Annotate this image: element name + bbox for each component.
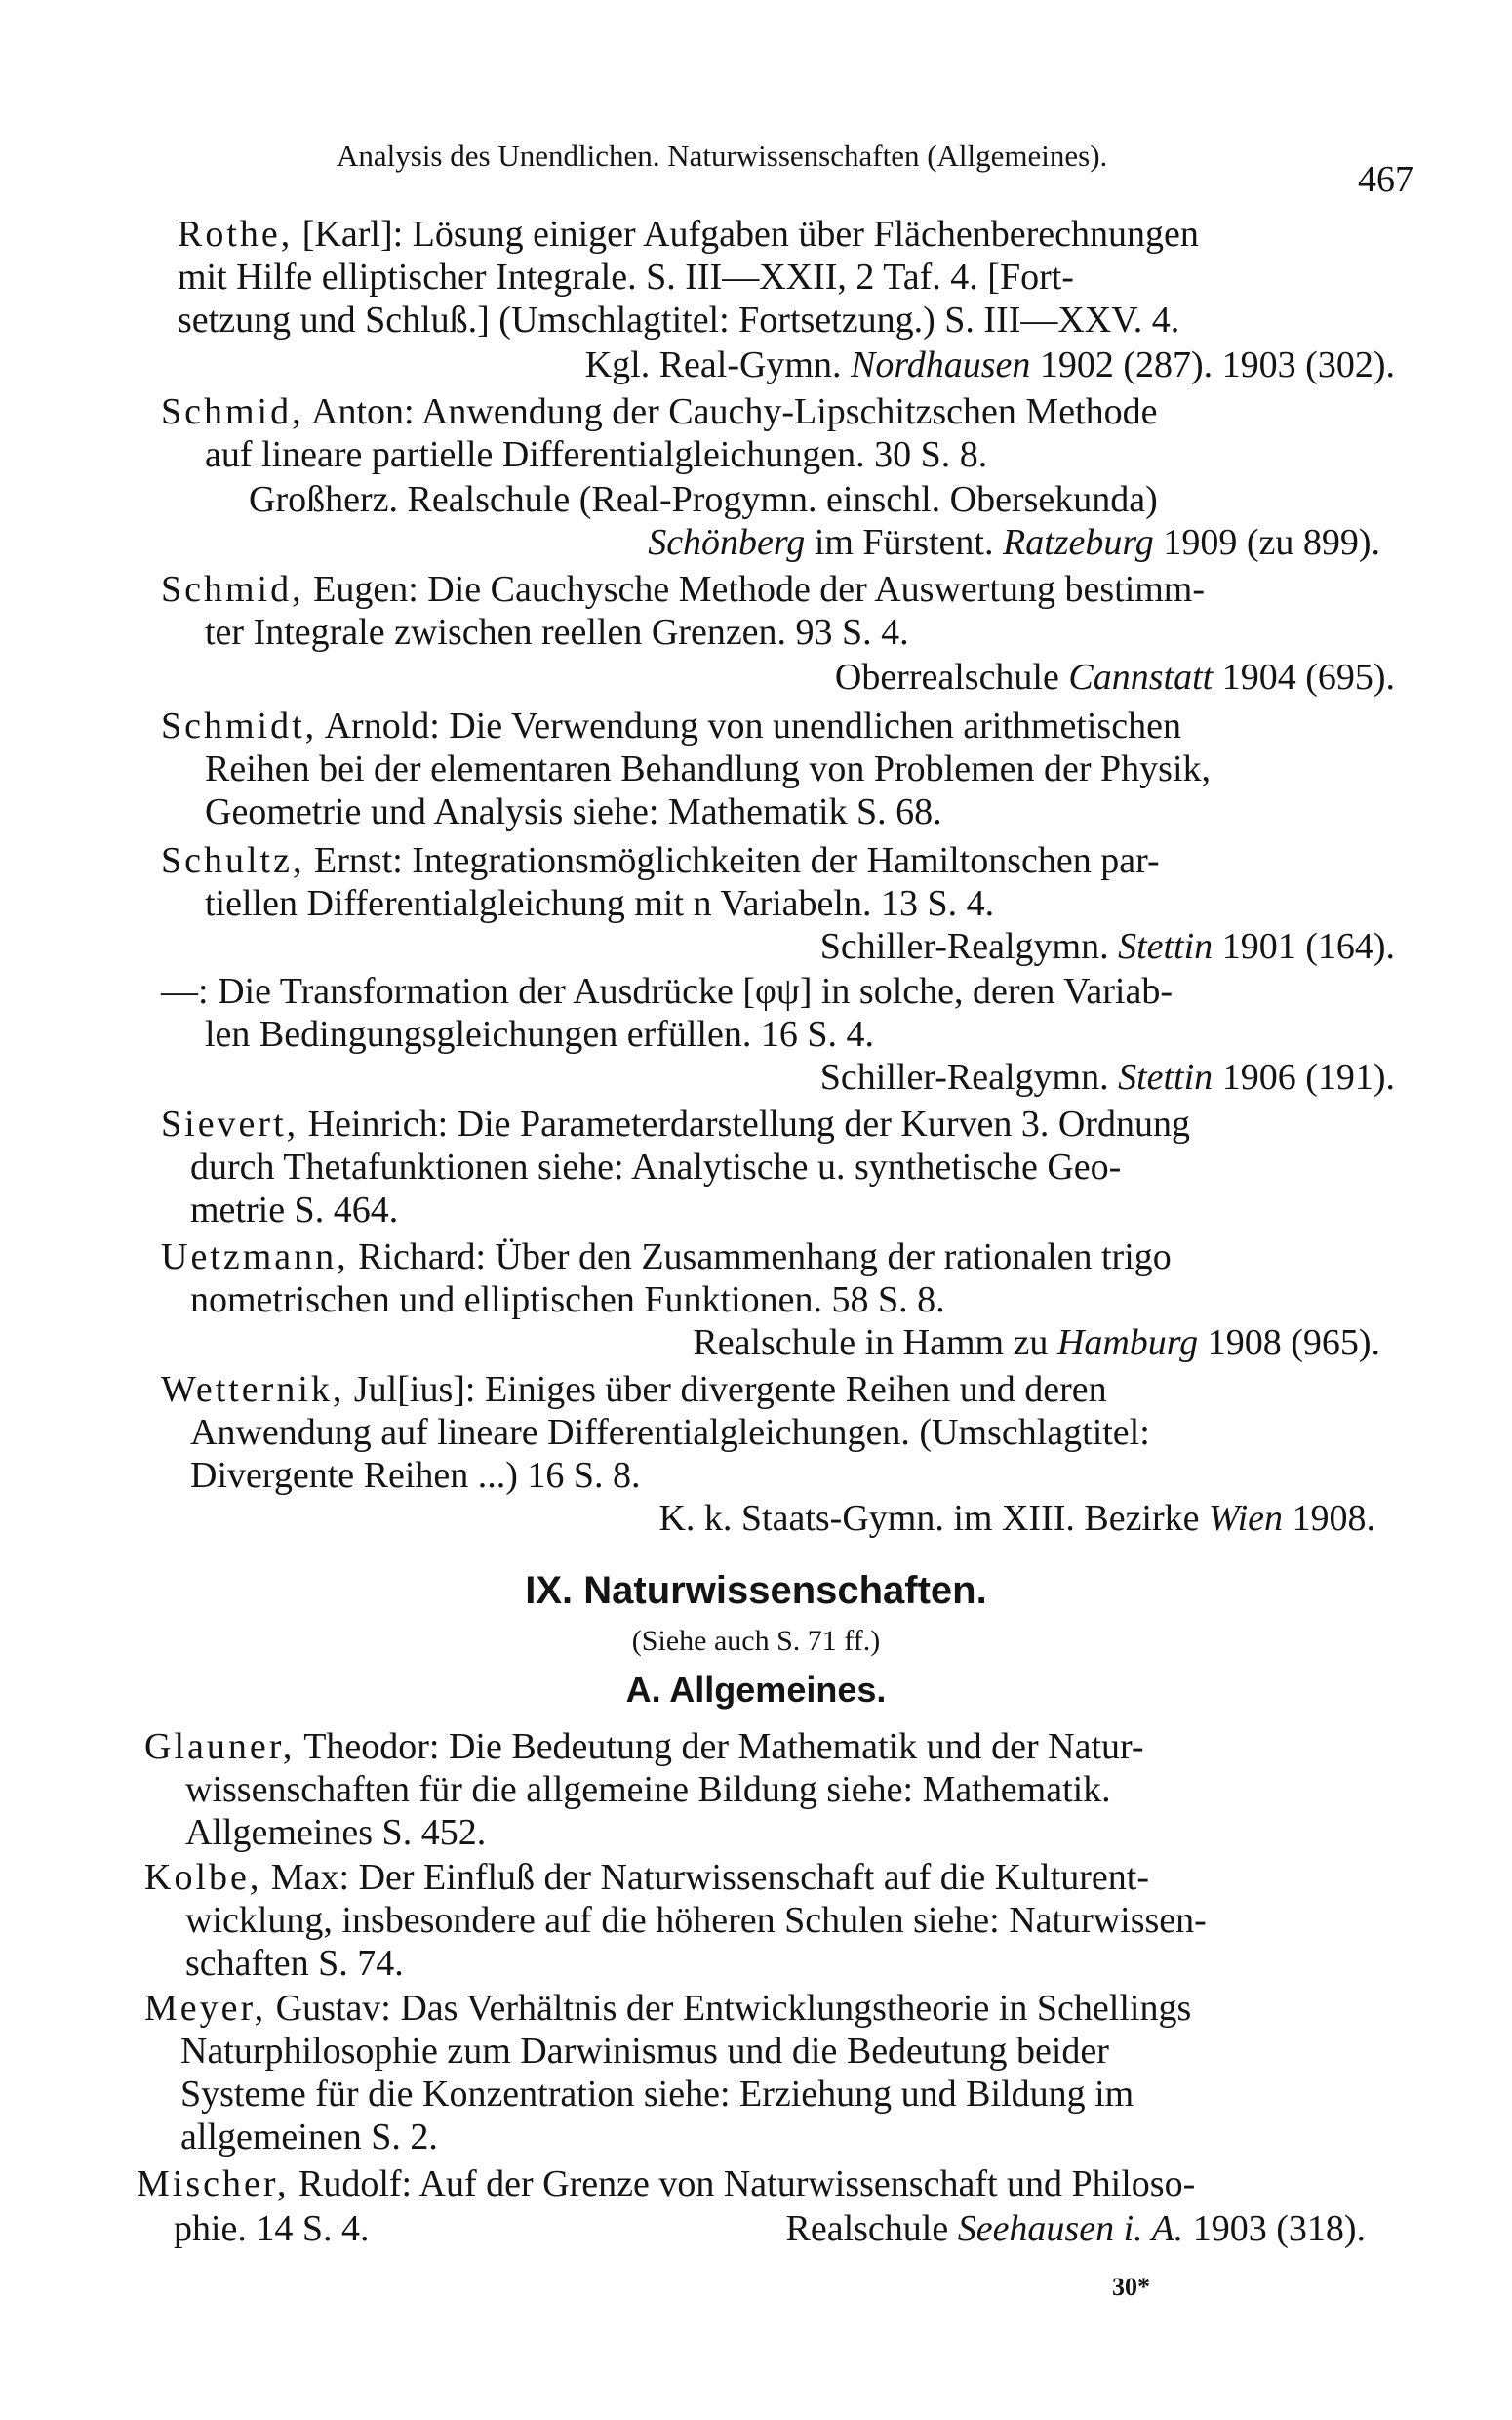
- place-name: Cannstatt: [1068, 657, 1214, 698]
- entry-kolbe: [144, 1856, 1149, 1899]
- entry-schmid-anton: [161, 390, 1158, 433]
- entry-continuation: Allgemeines S. 452.: [185, 1812, 487, 1853]
- entry-author: Kolbe,: [144, 1857, 262, 1898]
- entry-text: Jul[ius]: Einiges über divergente Reihen und deren: [344, 1369, 1107, 1410]
- entry-author: Wetternik,: [161, 1369, 345, 1410]
- entry-author: Schmidt,: [161, 706, 318, 746]
- place-name: Stettin: [1118, 1057, 1214, 1098]
- entry-author: Glauner,: [144, 1726, 296, 1767]
- entry-schultz-2: [161, 970, 1173, 1013]
- entry-continuation: durch Thetafunktionen siehe: Analytische u. synthetische Geo-: [190, 1147, 1122, 1188]
- entry-continuation: Systeme für die Konzentration siehe: Erziehung und Bildung im: [180, 2074, 1134, 2115]
- entry-text: Theodor: Die Bedeutung der Mathematik und der Natur-: [295, 1726, 1144, 1767]
- entry-continuation: setzung und Schluß.] (Umschlagtitel: Fortsetzung.) S. III—XXV. 4.: [178, 300, 1180, 341]
- entry-author: Meyer,: [144, 1988, 267, 2029]
- entry-schmidt-arnold: [161, 705, 1181, 747]
- entry-author: Mischer,: [137, 2163, 290, 2204]
- running-title: Analysis des Unendlichen. Naturwissenschaften (Allgemeines).: [337, 139, 1108, 173]
- entry-school-line: Großherz. Realschule (Real-Progymn. einschl. Obersekunda): [249, 479, 1158, 520]
- entry-author: Rothe,: [178, 214, 294, 255]
- entry-continuation: tiellen Differentialgleichung mit n Variabeln. 13 S. 4.: [205, 883, 995, 924]
- entry-continuation: phie. 14 S. 4.: [174, 2208, 370, 2249]
- entry-text: Richard: Über den Zusammenhang der rationalen trigo: [348, 1236, 1172, 1277]
- entry-continuation: mit Hilfe elliptischer Integrale. S. III—XXII, 2 Taf. 4. [Fort-: [178, 257, 1074, 298]
- entry-schultz: [161, 839, 1160, 882]
- place-name: Hamburg: [1056, 1322, 1199, 1363]
- entry-continuation: Naturphilosophie zum Darwinismus und die Bedeutung beider: [180, 2031, 1109, 2072]
- entry-source: K. k. Staats-Gymn. im XIII. Bezirke Wien 1908.: [658, 1498, 1375, 1539]
- entry-uetzmann: [161, 1235, 1172, 1278]
- signature-mark: 30*: [1112, 2273, 1150, 2301]
- entry-sievert: [161, 1103, 1190, 1146]
- place-name: Schönberg: [648, 522, 806, 563]
- entry-text: Eugen: Die Cauchysche Methode der Auswertung bestimm-: [303, 569, 1206, 610]
- entry-continuation: allgemeinen S. 2.: [180, 2117, 438, 2158]
- entry-continuation: ter Integrale zwischen reellen Grenzen. 93 S. 4.: [205, 612, 909, 653]
- entry-author: Schultz,: [161, 840, 305, 881]
- entry-wetternik: [161, 1368, 1107, 1411]
- entry-text: Rudolf: Auf der Grenze von Naturwissenschaft und Philoso-: [289, 2163, 1196, 2204]
- entry-author: —:: [161, 971, 209, 1012]
- entry-schmid-eugen: [161, 568, 1205, 611]
- place-name: Ratzeburg: [1003, 522, 1154, 563]
- entry-source: Oberrealschule Cannstatt 1904 (695).: [834, 657, 1395, 698]
- entry-text: Gustav: Das Verhältnis der Entwicklungstheorie in Schellings: [266, 1988, 1192, 2029]
- entry-text: Ernst: Integrationsmöglichkeiten der Hamiltonschen par-: [304, 840, 1160, 881]
- entry-source: Realschule in Hamm zu Hamburg 1908 (965).: [693, 1322, 1380, 1363]
- entry-continuation: Reihen bei der elementaren Behandlung von Problemen der Physik,: [205, 748, 1212, 789]
- entry-continuation: schaften S. 74.: [185, 1943, 404, 1984]
- entry-continuation: metrie S. 464.: [190, 1190, 399, 1230]
- entry-source: Schiller-Realgymn. Stettin 1901 (164).: [819, 926, 1395, 967]
- place-name: Nordhausen: [850, 344, 1031, 385]
- place-name: Stettin: [1118, 926, 1214, 967]
- entry-continuation: nometrischen und elliptischen Funktionen. 58 S. 8.: [190, 1279, 945, 1320]
- entry-author: Schmid,: [161, 391, 304, 432]
- entry-continuation: auf lineare partielle Differentialgleichungen. 30 S. 8.: [205, 434, 988, 475]
- subsection-title: A. Allgemeines.: [625, 1670, 887, 1710]
- entry-text: Anton: Anwendung der Cauchy-Lipschitzschen Methode: [303, 391, 1158, 432]
- entry-continuation: Anwendung auf lineare Differentialgleichungen. (Umschlagtitel:: [190, 1412, 1150, 1453]
- entry-source: Schönberg im Fürstent. Ratzeburg 1909 (zu 899).: [648, 522, 1380, 563]
- entry-mischer: [137, 2162, 1195, 2205]
- entry-continuation: len Bedingungsgleichungen erfüllen. 16 S. 4.: [205, 1014, 874, 1055]
- place-name: Seehausen i. A.: [957, 2208, 1184, 2249]
- place-name: Wien: [1209, 1498, 1283, 1539]
- entry-author: Sievert,: [161, 1104, 299, 1145]
- entry-text: Die Transformation der Ausdrücke [φψ] in solche, deren Variab-: [208, 971, 1174, 1012]
- entry-continuation: wicklung, insbesondere auf die höheren Schulen siehe: Naturwissen-: [185, 1900, 1207, 1941]
- entry-glauner: [144, 1725, 1144, 1768]
- entry-continuation: Divergente Reihen ...) 16 S. 8.: [190, 1455, 641, 1496]
- entry-source: Realschule Seehausen i. A. 1903 (318).: [785, 2208, 1366, 2249]
- section-title: IX. Naturwissenschaften.: [525, 1569, 987, 1612]
- entry-rothe: [178, 213, 1199, 256]
- entry-source: Kgl. Real-Gymn. Nordhausen 1902 (287). 1903 (302).: [584, 344, 1395, 385]
- page-number: 467: [1358, 159, 1413, 200]
- entry-text: Heinrich: Die Parameterdarstellung der Kurven 3. Ordnung: [298, 1104, 1190, 1145]
- entry-text: Arnold: Die Verwendung von unendlichen arithmetischen: [317, 706, 1181, 746]
- entry-continuation: Geometrie und Analysis siehe: Mathematik S. 68.: [205, 791, 942, 832]
- entry-continuation: wissenschaften für die allgemeine Bildung siehe: Mathematik.: [185, 1769, 1111, 1810]
- entry-author: Uetzmann,: [161, 1236, 349, 1277]
- entry-meyer: [144, 1987, 1191, 2030]
- entry-author: Schmid,: [161, 569, 304, 610]
- section-note: (Siehe auch S. 71 ff.): [631, 1625, 881, 1657]
- entry-text: [Karl]: Lösung einiger Aufgaben über Flächenberechnungen: [293, 214, 1199, 255]
- entry-source: Schiller-Realgymn. Stettin 1906 (191).: [819, 1057, 1395, 1098]
- entry-text: Max: Der Einfluß der Naturwissenschaft auf die Kulturent-: [261, 1857, 1149, 1898]
